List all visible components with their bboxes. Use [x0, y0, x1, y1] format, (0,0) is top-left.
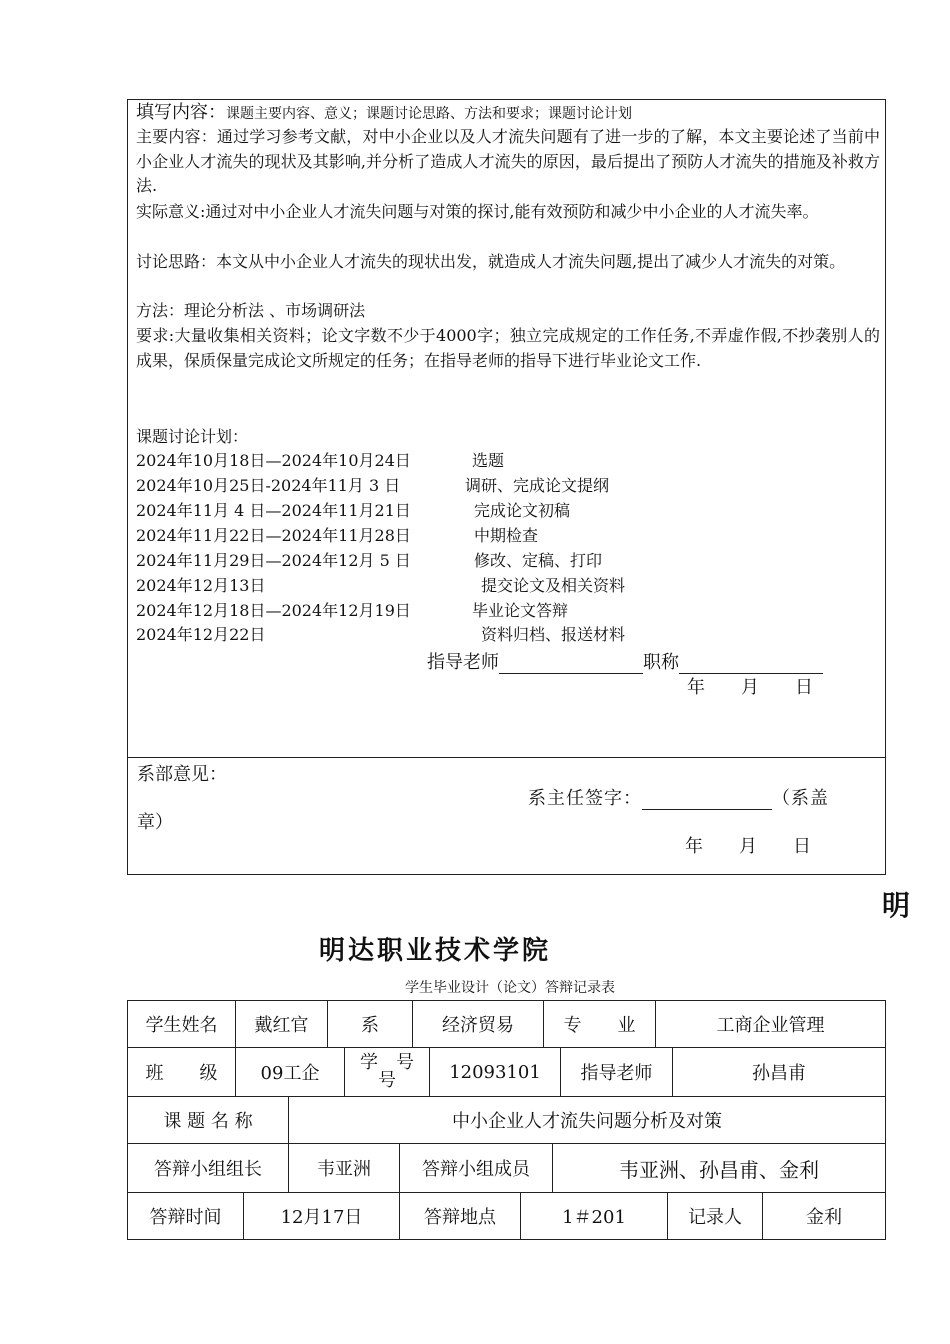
group-leader-label: 答辩小组组长 — [128, 1144, 289, 1193]
plan-date: 2024年11月22日—2024年11月28日 — [136, 526, 411, 545]
record-row-1 — [127, 1000, 886, 1048]
methods-text: 方法：理论分析法 、市场调研法 — [136, 301, 366, 320]
college-name: 明达职业技术学院 — [318, 936, 551, 966]
plan-task: 调研、完成论文提纲 — [465, 476, 610, 495]
record-row-2 — [127, 1047, 886, 1097]
advisor-value: 孙昌甫 — [673, 1048, 886, 1097]
plan-date: 2024年10月18日—2024年10月24日 — [136, 451, 411, 470]
student-id-label — [345, 1048, 430, 1097]
student-id-label-line2: 号 — [378, 1070, 396, 1091]
dept-date: 年 月 日 — [685, 836, 811, 857]
plan-task: 修改、定稿、打印 — [474, 551, 603, 570]
seal-note: （系盖 — [772, 788, 829, 809]
group-members-label: 答辩小组成员 — [400, 1144, 553, 1193]
dept-head-signature-row — [528, 784, 829, 810]
fill-label: 填写内容： — [136, 102, 226, 123]
student-id-label-line1: 学 号 — [360, 1052, 414, 1073]
student-name-label: 学生姓名 — [128, 1001, 236, 1048]
recorder-label: 记录人 — [668, 1193, 763, 1240]
advisor-title-label: 职称 — [643, 652, 679, 673]
seal-note-cont: 章） — [137, 812, 173, 833]
record-row-5 — [127, 1192, 886, 1240]
plan-task: 资料归档、报送材料 — [481, 625, 626, 644]
plan-task: 毕业论文答辩 — [472, 601, 569, 620]
advisor-label: 指导老师 — [561, 1048, 673, 1097]
requirements-text: 要求:大量收集相关资料；论文字数不少于4000字；独立完成规定的工作任务,不弄虚作假,不抄袭别人的成果，保质保量完成论文所规定的任务；在指导老师的指导下进行毕业论文工作. — [136, 326, 880, 370]
advisor-sign-line[interactable] — [499, 655, 643, 674]
defense-time-label: 答辩时间 — [128, 1193, 244, 1240]
record-row-4 — [127, 1143, 886, 1193]
plan-date: 2024年12月13日 — [136, 576, 266, 595]
plan-title: 课题讨论计划： — [136, 427, 249, 446]
plan-task: 完成论文初稿 — [474, 501, 571, 520]
advisor-date: 年 月 日 — [687, 677, 813, 698]
plan-date: 2024年11月29日—2024年12月 5 日 — [136, 551, 411, 570]
student-name-value: 戴红官 — [236, 1001, 328, 1048]
group-members-value: 韦亚洲、孙昌甫、金利 — [553, 1144, 886, 1193]
defense-place-value: 1＃201 — [521, 1193, 668, 1240]
dept-opinion-label: 系部意见： — [137, 764, 227, 785]
advisor-sign-label: 指导老师 — [427, 652, 499, 673]
major-value: 工商企业管理 — [656, 1001, 886, 1048]
dept-value: 经济贸易 — [413, 1001, 544, 1048]
significance-text: 实际意义:通过对中小企业人才流失问题与对策的探讨,能有效预防和减少中小企业的人才流失率。 — [136, 202, 819, 221]
dept-head-sign-line[interactable] — [642, 791, 772, 810]
approach-text: 讨论思路：本文从中小企业人才流失的现状出发，就造成人才流失问题,提出了减少人才流失的对策。 — [136, 252, 846, 271]
record-table-title: 学生毕业设计（论文）答辩记录表 — [405, 980, 615, 996]
fill-instructions — [136, 102, 632, 125]
stray-heading-char: 明 — [882, 889, 911, 922]
major-label: 专 业 — [544, 1001, 656, 1048]
class-label: 班 级 — [128, 1048, 236, 1097]
class-value: 09工企 — [236, 1048, 345, 1097]
plan-task: 选题 — [472, 451, 505, 470]
student-id-value: 12093101 — [430, 1048, 561, 1097]
record-row-3 — [127, 1096, 886, 1144]
group-leader-value: 韦亚洲 — [289, 1144, 400, 1193]
recorder-value: 金利 — [763, 1193, 886, 1240]
advisor-title-line[interactable] — [679, 655, 823, 674]
plan-date: 2024年11月 4 日—2024年11月21日 — [136, 501, 411, 520]
plan-task: 中期检查 — [474, 526, 539, 545]
defense-time-value: 12月17日 — [244, 1193, 400, 1240]
advisor-signature-row — [427, 648, 823, 674]
plan-task: 提交论文及相关资料 — [481, 576, 626, 595]
main-content-text: 主要内容：通过学习参考文献，对中小企业以及人才流失问题有了进一步的了解，本文主要论述了当前中小企业人才流失的现状及其影响,并分析了造成人才流失的原因，最后提出了预防人才流失的措施及补救方法. — [136, 127, 880, 195]
dept-head-label: 系主任签字： — [528, 788, 642, 809]
dept-label: 系 — [328, 1001, 413, 1048]
plan-date: 2024年12月18日—2024年12月19日 — [136, 601, 411, 620]
defense-place-label: 答辩地点 — [400, 1193, 521, 1240]
topic-value: 中小企业人才流失问题分析及对策 — [289, 1097, 886, 1144]
form-divider — [127, 757, 886, 758]
topic-label: 课 题 名 称 — [128, 1097, 289, 1144]
plan-date: 2024年12月22日 — [136, 625, 266, 644]
plan-date: 2024年10月25日-2024年11月 3 日 — [136, 476, 401, 495]
fill-hint: 课题主要内容、意义；课题讨论思路、方法和要求；课题讨论计划 — [226, 106, 632, 122]
